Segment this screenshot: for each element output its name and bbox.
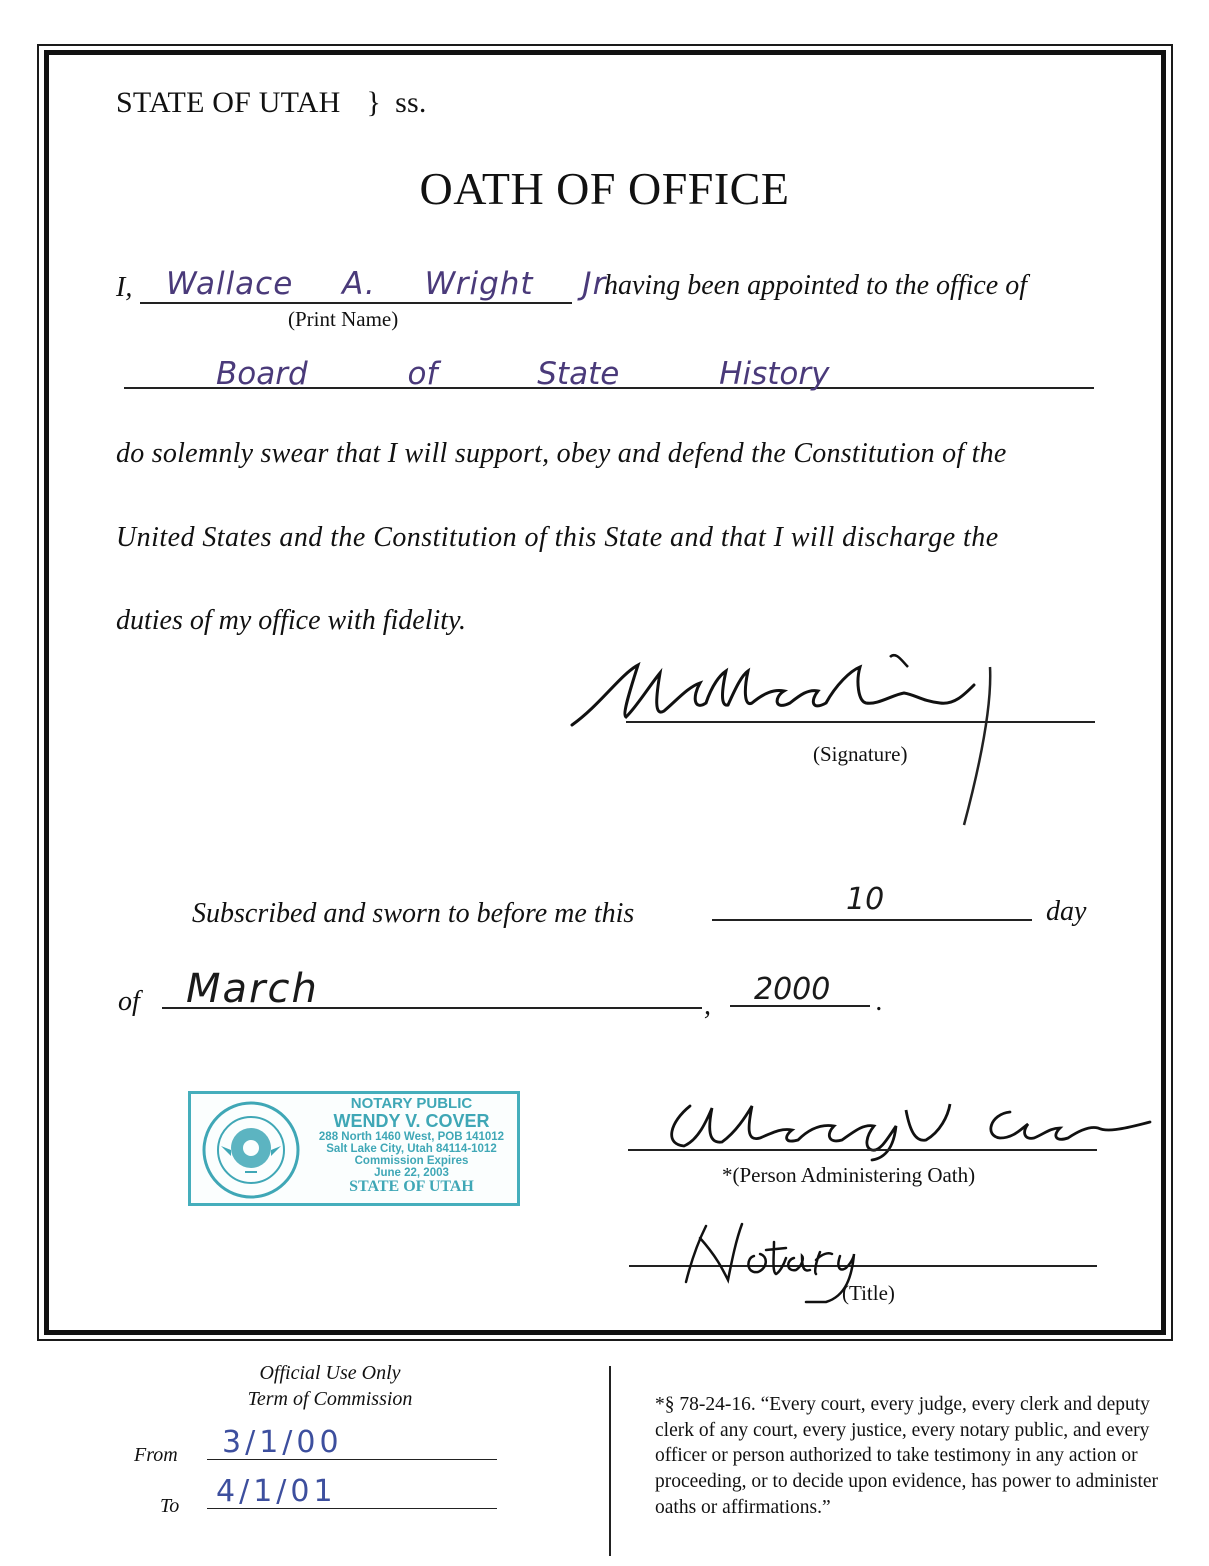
- state-venue: [116, 86, 427, 120]
- stamp-commission-date: June 22, 2003: [374, 1166, 449, 1179]
- notary-signature: [650, 1092, 1160, 1162]
- oath-paragraph-line-1: do solemnly swear that I will support, obey and defend the Constitution of the: [116, 438, 1007, 469]
- stamp-state: STATE OF UTAH: [349, 1177, 474, 1195]
- stamp-notary-name: WENDY V. COVER: [333, 1110, 490, 1131]
- comma: ,: [704, 990, 711, 1021]
- oath-prefix: I,: [116, 272, 133, 303]
- stamp-commission-label: Commission Expires: [354, 1154, 469, 1167]
- office-handwritten: Board of State History: [216, 356, 830, 392]
- official-use-heading-2: Term of Commission: [247, 1388, 413, 1410]
- notary-stamp: [188, 1091, 520, 1206]
- of-label: of: [118, 986, 140, 1017]
- to-value: 4/1/01: [216, 1474, 337, 1509]
- brace: }: [366, 86, 382, 119]
- administrator-caption: *(Person Administering Oath): [722, 1163, 976, 1187]
- document-title: OATH OF OFFICE: [419, 163, 790, 214]
- stamp-address-1: 288 North 1460 West, POB 141012: [318, 1130, 505, 1143]
- sworn-text: Subscribed and sworn to before me this: [192, 898, 635, 929]
- month-handwritten: March: [186, 966, 319, 1012]
- stamp-notary-public: NOTARY PUBLIC: [350, 1095, 473, 1112]
- day-line: [712, 919, 1032, 921]
- name-line: [140, 302, 572, 304]
- from-value: 3/1/00: [222, 1425, 343, 1460]
- ss-abbrev: ss.: [395, 86, 427, 119]
- footer-divider: [609, 1366, 611, 1556]
- oath-paragraph-line-3: duties of my office with fidelity.: [116, 605, 466, 636]
- title-caption: (Title): [842, 1281, 895, 1305]
- statute-footnote: *§ 78-24-16. “Every court, every judge, every clerk and deputy clerk of any court, every justice, every notary public, and every officer or person authorized to take testimony in any action or proceeding, or to decide upon evidence, has power to administer oaths or affirmations.”: [655, 1394, 1159, 1518]
- signature-line: [626, 721, 1095, 723]
- official-use-heading: [200, 1360, 460, 1412]
- day-handwritten: 10: [846, 882, 885, 917]
- appointed-text: having been appointed to the office of: [604, 270, 1028, 301]
- stamp-address-2: Salt Lake City, Utah 84114-1012: [326, 1142, 497, 1155]
- official-use-heading-1: Official Use Only: [259, 1362, 401, 1384]
- state-seal-icon: [201, 1100, 301, 1200]
- to-label: To: [160, 1495, 180, 1517]
- day-label: day: [1046, 896, 1087, 927]
- year-handwritten: 2000: [754, 972, 831, 1007]
- state-name: STATE OF UTAH: [116, 86, 341, 119]
- oath-paragraph-line-2: United States and the Constitution of this State and that I will discharge the: [116, 522, 999, 553]
- from-label: From: [134, 1444, 178, 1466]
- print-name-caption: (Print Name): [288, 307, 399, 331]
- signature-caption: (Signature): [813, 742, 908, 766]
- administrator-line: [628, 1149, 1097, 1151]
- printed-name-handwritten: Wallace A. Wright Jr.: [166, 266, 615, 302]
- oathtaker-signature: [560, 645, 1020, 835]
- period: .: [876, 986, 883, 1017]
